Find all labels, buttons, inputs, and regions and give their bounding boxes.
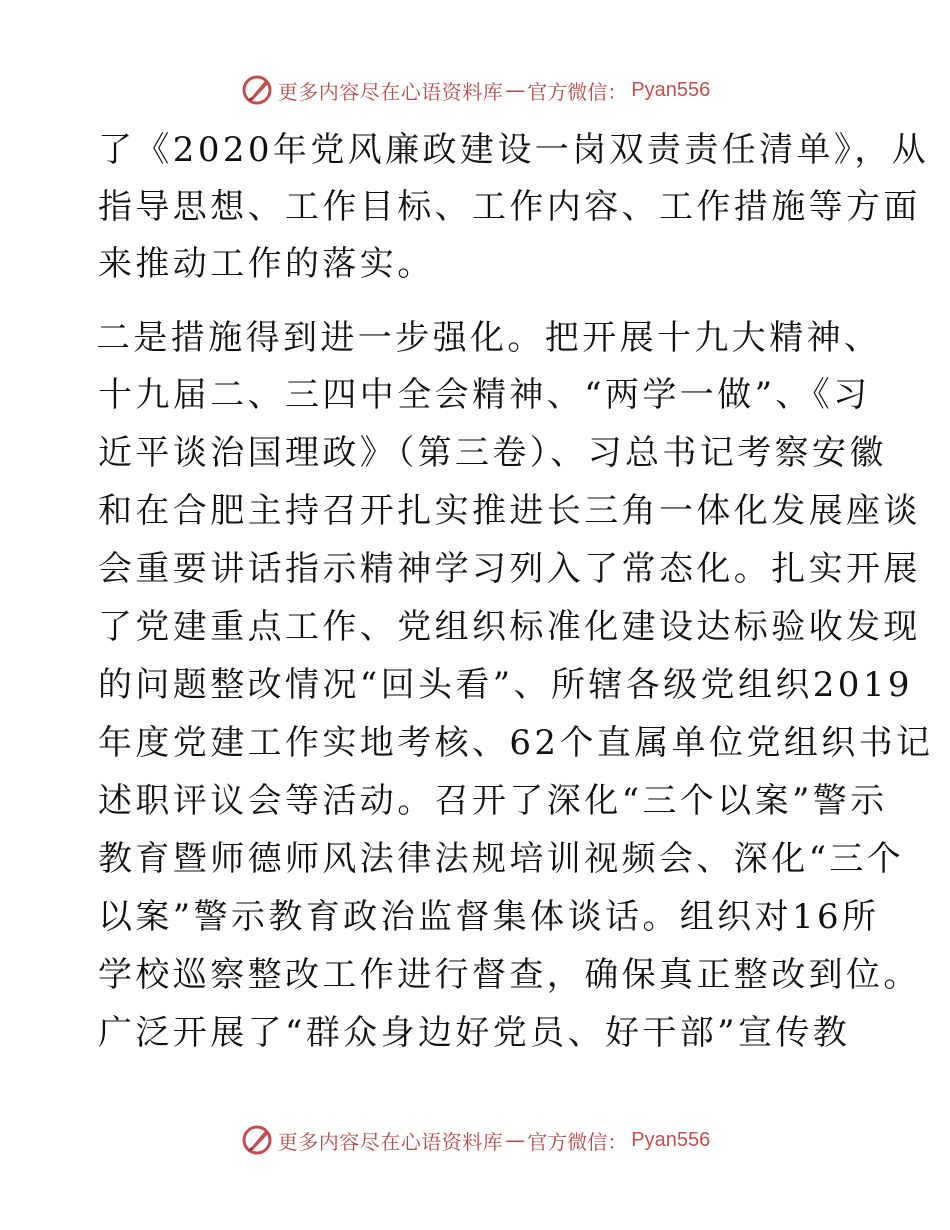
header-wechat-id: Pyan556 <box>631 78 711 101</box>
body-line: 以案”警示教育政治监督集体谈话。组织对16所 <box>98 897 880 937</box>
header-wechat-label: 官方微信 <box>527 79 608 104</box>
footer-colon: ： <box>607 1129 628 1154</box>
header-banner <box>0 70 950 110</box>
quill-pen-logo-icon <box>240 1123 274 1157</box>
header-brand-text: 更多内容尽在心语资料库 <box>277 79 504 104</box>
body-line: 和在合肥主持召开扎实推进长三角一体化发展座谈 <box>98 491 921 531</box>
body-line: 二是措施得到进一步强化。把开展十九大精神、 <box>96 318 882 358</box>
header-colon: ： <box>607 79 628 104</box>
body-line: 广泛开展了“群众身边好党员、好干部”宣传教 <box>98 1013 851 1053</box>
body-line: 来推动工作的落实。 <box>98 244 435 284</box>
header-separator: — <box>505 78 526 102</box>
body-line: 述职评议会等活动。召开了深化“三个以案”警示 <box>98 781 888 821</box>
footer-wechat-id: Pyan556 <box>631 1128 711 1151</box>
quill-pen-logo-icon <box>240 73 274 107</box>
body-line: 的问题整改情况“回头看”、所辖各级党组织2019 <box>98 665 913 705</box>
footer-brand-text: 更多内容尽在心语资料库 <box>277 1129 504 1154</box>
body-line: 会重要讲话指示精神学习列入了常态化。扎实开展 <box>98 549 921 589</box>
footer-wechat-label: 官方微信 <box>527 1129 608 1154</box>
footer-banner <box>0 1120 950 1160</box>
body-line: 了党建重点工作、党组织标准化建设达标验收发现 <box>98 607 921 647</box>
body-line: 教育暨师德师风法律法规培训视频会、深化“三个 <box>98 839 905 879</box>
body-line: 指导思想、工作目标、工作内容、工作措施等方面 <box>98 187 921 227</box>
body-line: 年度党建工作实地考核、62个直属单位党组织书记 <box>98 723 934 763</box>
body-line: 了《2020年党风廉政建设一岗双责责任清单》，从 <box>98 130 930 170</box>
footer-separator: — <box>505 1128 526 1152</box>
body-line: 十九届二、三四中全会精神、“两学一做”、《习 <box>98 375 871 415</box>
body-line: 学校巡察整改工作进行督查，确保真正整改到位。 <box>98 955 921 995</box>
body-line: 近平谈治国理政》（第三卷）、习总书记考察安徽 <box>98 433 887 473</box>
